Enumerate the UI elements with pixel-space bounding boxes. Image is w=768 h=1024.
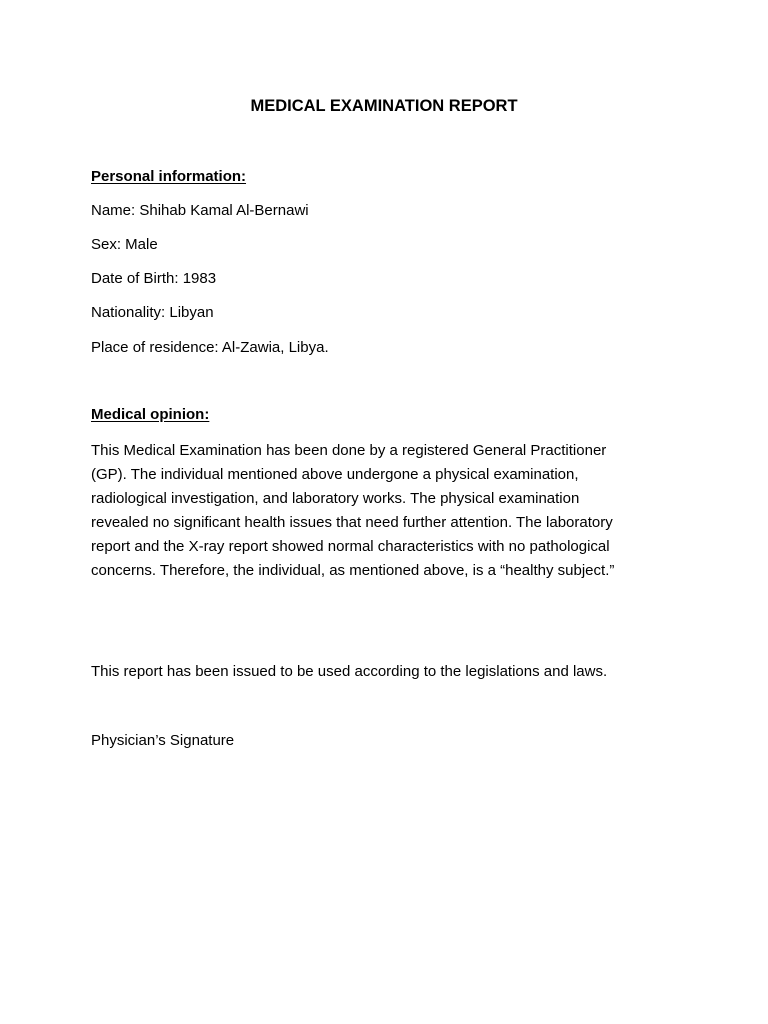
place-of-residence-field: Place of residence: Al-Zawia, Libya. — [91, 339, 329, 356]
paragraph-line: concerns. Therefore, the individual, as mentioned above, is a “healthy subject.” — [91, 562, 615, 579]
sex-field: Sex: Male — [91, 236, 158, 253]
nationality-field: Nationality: Libyan — [91, 304, 214, 321]
date-of-birth-field: Date of Birth: 1983 — [91, 270, 217, 287]
name-field: Name: Shihab Kamal Al-Bernawi — [91, 202, 309, 219]
medical-opinion-paragraph — [91, 439, 671, 583]
paragraph-line: This Medical Examination has been done by a registered General Practitioner — [91, 442, 607, 459]
issued-statement: This report has been issued to be used according to the legislations and laws. — [91, 663, 608, 680]
paragraph-line: revealed no significant health issues that need further attention. The laboratory — [91, 514, 613, 531]
document-title: MEDICAL EXAMINATION REPORT — [250, 97, 518, 115]
paragraph-line: (GP). The individual mentioned above undergone a physical examination, — [91, 466, 579, 483]
physician-signature-label: Physician’s Signature — [91, 732, 235, 749]
personal-information-heading: Personal information: — [91, 168, 247, 185]
paragraph-line: radiological investigation, and laboratory works. The physical examination — [91, 490, 580, 507]
medical-opinion-heading: Medical opinion: — [91, 406, 210, 423]
paragraph-line: report and the X-ray report showed normal characteristics with no pathological — [91, 538, 610, 555]
